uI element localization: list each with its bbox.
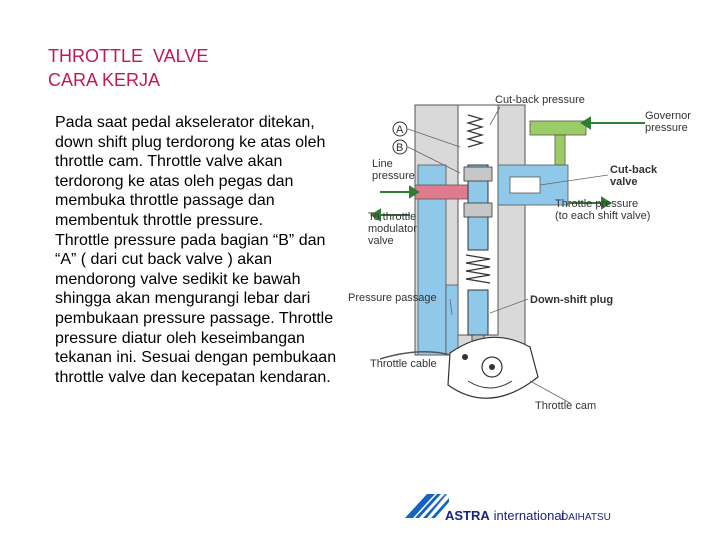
- label-governor-1: Governor: [645, 110, 691, 122]
- label-to-throttle-2: modulator: [368, 223, 417, 235]
- marker-a: A: [396, 124, 404, 136]
- slide-title: [48, 44, 208, 92]
- body-text: [55, 113, 345, 387]
- label-line-pressure-2: pressure: [372, 170, 415, 182]
- label-pressure-passage: Pressure passage: [348, 292, 437, 304]
- label-to-throttle-3: valve: [368, 235, 394, 247]
- label-to-throttle-1: To throttle: [368, 211, 417, 223]
- cutback-spool: [510, 177, 540, 193]
- label-throttle-cam: Throttle cam: [535, 400, 597, 412]
- label-cutback-valve-2: valve: [610, 176, 638, 188]
- spool-land-2: [464, 203, 492, 217]
- logo-brand: ASTRA: [445, 508, 490, 523]
- downshift-plug: [468, 290, 488, 335]
- label-governor-2: pressure: [645, 122, 688, 134]
- title-line-1: THROTTLE VALVE: [48, 46, 209, 66]
- paragraph-1: Pada saat pedal akselerator ditekan, down shift plug terdorong ke atas oleh throttle cam. Throttle valve akan terdorong ke atas oleh pegas dan membuka throttle passage dan membentuk throttle pressure.: [55, 114, 326, 229]
- astra-logo-graphic: [405, 488, 705, 528]
- paragraph-2: Throttle pressure pada bagian “B” dan “A” ( dari cut back valve ) akan mendorong valve sedikit ke bawah shingga akan mengurangi lebar dari pembukaan pressure passage. Throttle pressure diatur oleh keseimbangan tekanan ini. Sesuai dengan pembukaan throttle valve dan kecepatan kendaran.: [55, 231, 337, 386]
- logo-partner: DAIHATSU: [561, 512, 611, 523]
- label-cutback-valve-1: Cut-back: [610, 164, 658, 176]
- throttle-valve-diagram: [340, 85, 691, 425]
- governor-channel: [555, 135, 565, 165]
- line-pressure-passage: [415, 185, 470, 199]
- astra-logo: [405, 488, 705, 533]
- label-throttle-cable: Throttle cable: [370, 358, 437, 370]
- label-throttle-pressure-2: (to each shift valve): [555, 210, 651, 222]
- marker-b: B: [396, 142, 404, 154]
- pressure-passage: [446, 285, 458, 355]
- title-line-2: CARA KERJA: [48, 70, 161, 90]
- label-cutback-pressure: Cut-back pressure: [495, 94, 585, 106]
- throttle-cam: [448, 337, 538, 398]
- logo-suffix: international: [490, 508, 565, 523]
- label-throttle-pressure-1: Throttle pressure: [555, 198, 639, 210]
- spool-land-1: [464, 167, 492, 181]
- governor-plug: [530, 121, 586, 135]
- label-downshift-plug: Down-shift plug: [530, 294, 614, 306]
- label-line-pressure-1: Line: [372, 158, 393, 170]
